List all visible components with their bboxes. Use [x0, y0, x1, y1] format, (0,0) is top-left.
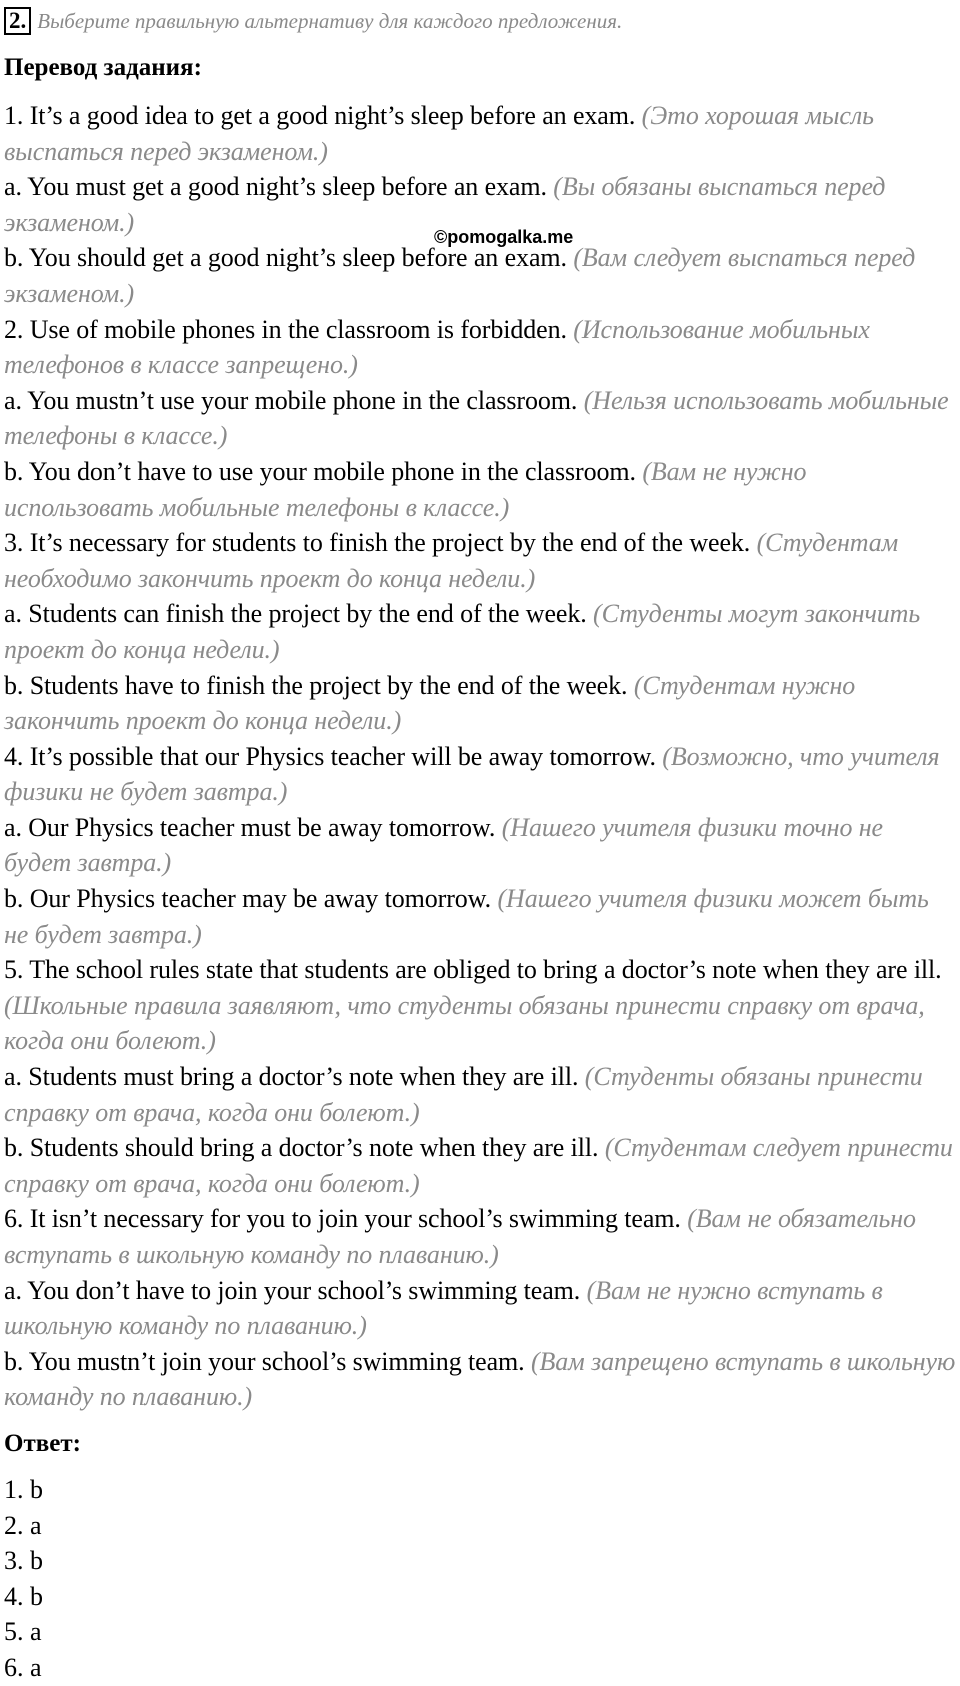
english-sentence: b. Students should bring a doctor’s note when they are ill. [4, 1133, 605, 1163]
answer-item: 5. a [4, 1617, 42, 1647]
russian-translation: (Нашего учителя физики может быть не будет завтра.) [4, 884, 929, 949]
english-sentence: 4. It’s possible that our Physics teacher will be away tomorrow. [4, 741, 663, 771]
russian-translation: (Студентам нужно закончить проект до конца недели.) [4, 670, 856, 736]
english-sentence: 3. It’s necessary for students to finish the project by the end of the week. [4, 528, 757, 558]
russian-translation: (Нашего учителя физики точно не будет завтра.) [4, 812, 883, 878]
russian-translation: (Вам не нужно использовать мобильные телефоны в классе.) [4, 456, 807, 522]
list-item [4, 98, 956, 169]
list-item [4, 1201, 956, 1272]
list-item [4, 454, 956, 525]
list-item [4, 952, 956, 1059]
english-sentence: a. Students can finish the project by the end of the week. [4, 599, 594, 629]
list-item [4, 596, 956, 667]
translation-list [4, 98, 956, 1415]
english-sentence: a. Our Physics teacher must be away tomorrow. [4, 812, 502, 842]
list-item [4, 383, 956, 454]
english-sentence: b. Our Physics teacher may be away tomorrow. [4, 884, 498, 914]
translation-heading: Перевод задания: [4, 54, 202, 81]
list-item [4, 810, 956, 881]
watermark: ©pomogalka.me [434, 227, 574, 247]
list-item [4, 668, 956, 739]
task-number: 2. [4, 7, 31, 35]
answer-item: 4. b [4, 1581, 43, 1611]
english-sentence: 6. It isn’t necessary for you to join your school’s swimming team. [4, 1204, 688, 1234]
english-sentence: 5. The school rules state that students are obliged to bring a doctor’s note when they are ill. [4, 955, 942, 985]
russian-translation: (Студенты обязаны принести справку от врача, когда они болеют.) [4, 1062, 923, 1127]
list-item [4, 881, 956, 952]
russian-translation: (Студентам необходимо закончить проект до конца недели.) [4, 528, 899, 593]
russian-translation: (Студентам следует принести справку от врача, когда они болеют.) [4, 1133, 953, 1198]
answer-item: 2. a [4, 1510, 42, 1540]
russian-translation: (Вам следует выспаться перед экзаменом.) [4, 243, 916, 308]
russian-translation: (Школьные правила заявляют, что студенты обязаны принести справку от врача, когда они болеют.) [4, 990, 925, 1056]
list-item [4, 312, 956, 383]
answer-heading: Ответ: [4, 1430, 81, 1457]
task-instruction: Выберите правильную альтернативу для каждого предложения. [37, 8, 623, 33]
russian-translation: (Вам запрещено вступать в школьную команду по плаванию.) [4, 1346, 956, 1412]
russian-translation: (Нельзя использовать мобильные телефоны в классе.) [4, 385, 949, 451]
english-sentence: a. You must get a good night’s sleep before an exam. [4, 172, 554, 202]
english-sentence: b. You should get a good night’s sleep before an exam. [4, 243, 574, 273]
answer-item: 6. a [4, 1652, 42, 1682]
russian-translation: (Вы обязаны выспаться перед экзаменом.) [4, 172, 886, 237]
english-sentence: b. Students have to finish the project by the end of the week. [4, 670, 634, 700]
list-item [4, 739, 956, 810]
english-sentence: a. You don’t have to join your school’s swimming team. [4, 1275, 587, 1305]
list-item [4, 1344, 956, 1415]
english-sentence: b. You don’t have to use your mobile phone in the classroom. [4, 456, 643, 486]
russian-translation: (Вам не обязательно вступать в школьную команду по плаванию.) [4, 1204, 916, 1269]
russian-translation: (Использование мобильных телефонов в классе запрещено.) [4, 314, 870, 380]
list-item [4, 1059, 956, 1130]
english-sentence: a. You mustn’t use your mobile phone in the classroom. [4, 385, 584, 415]
russian-translation: (Студенты могут закончить проект до конца недели.) [4, 599, 921, 664]
english-sentence: 1. It’s a good idea to get a good night’s sleep before an exam. [4, 101, 642, 130]
list-item [4, 240, 956, 311]
english-sentence: a. Students must bring a doctor’s note when they are ill. [4, 1062, 585, 1092]
task-header [4, 6, 622, 36]
list-item [4, 525, 956, 596]
english-sentence: 2. Use of mobile phones in the classroom is forbidden. [4, 314, 574, 344]
answer-item: 1. b [4, 1475, 43, 1504]
russian-translation: (Возможно, что учителя физики не будет завтра.) [4, 741, 940, 807]
answer-list [4, 1472, 43, 1686]
russian-translation: (Это хорошая мысль выспаться перед экзаменом.) [4, 101, 874, 166]
list-item [4, 1130, 956, 1201]
list-item [4, 1273, 956, 1344]
answer-item: 3. b [4, 1546, 43, 1576]
russian-translation: (Вам не нужно вступать в школьную команду по плаванию.) [4, 1275, 883, 1341]
english-sentence: b. You mustn’t join your school’s swimming team. [4, 1346, 531, 1376]
